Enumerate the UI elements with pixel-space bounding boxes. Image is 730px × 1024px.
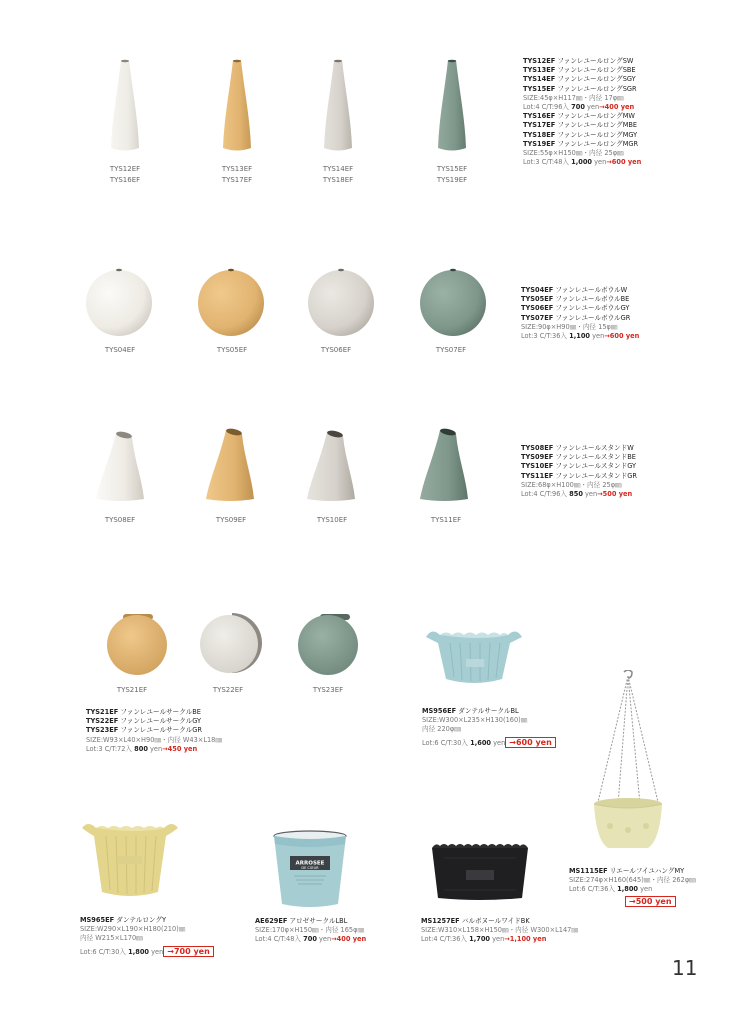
product-line: TYS09EF ファンレユールスタンドBE xyxy=(521,453,636,462)
product-line: TYS16EF ファンレユールロングMW xyxy=(523,112,635,121)
lot-price-line: Lot:4 C/T:36入 1,700 yen→1,100 yen xyxy=(421,935,547,944)
ms956-info xyxy=(422,707,556,748)
inner-size-text: 内径 W215×L170㎜ xyxy=(80,934,143,943)
size-text: SIZE:W93×L40×H90㎜・内径 W43×L18㎜ xyxy=(86,735,222,744)
planter-ms965-image xyxy=(80,820,180,900)
lot-price-line: Lot:3 C/T:72入 800 yen→450 yen xyxy=(86,744,198,753)
product-line: TYS05EF ファンレユールボウルBE xyxy=(521,295,630,304)
stand-tys08-image xyxy=(94,429,146,503)
circle-tys22-image xyxy=(198,610,266,676)
caption-tys23: TYS23EF xyxy=(312,686,344,694)
stand-tys09-image xyxy=(204,426,256,503)
product-line: TYS06EF ファンレユールボウルGY xyxy=(521,304,630,313)
bowl-ms956-image xyxy=(424,625,524,687)
lot-price-line: Lot:6 C/T:36入 1,800 yen xyxy=(569,885,653,894)
ae629-info xyxy=(255,917,366,945)
size-text: SIZE:90φ×H90㎜・内径 15φ㎜ xyxy=(521,322,618,331)
bowl-tys06-image xyxy=(306,265,376,337)
sale-price: →400 yen xyxy=(599,103,635,112)
product-line: MS956EF ダンテルサークルBL xyxy=(422,707,519,715)
lot-price-line: Lot:6 C/T:30入 1,600 yen →600 yen xyxy=(422,738,556,748)
caption-tys13: TYS13EF TYS17EF xyxy=(221,165,253,184)
vase-tys14-image xyxy=(321,58,355,154)
product-line: TYS22EF ファンレユールサークルGY xyxy=(86,717,202,726)
ms1257-info xyxy=(421,917,578,945)
size-text: SIZE:45φ×H117㎜・内径 17φ㎜ xyxy=(523,93,624,102)
size-text: SIZE:W300×L235×H130(160)㎜ xyxy=(422,716,528,725)
product-line: AE629EF アロゼサークルLBL xyxy=(255,917,348,925)
vase-tys13-image xyxy=(220,58,254,154)
caption-tys05: TYS05EF xyxy=(216,346,248,354)
lot-price-line: Lot:4 C/T:48入 700 yen→400 yen xyxy=(255,935,367,944)
section1-info xyxy=(523,57,641,167)
sale-price: →450 yen xyxy=(162,744,198,753)
stand-tys11-image xyxy=(418,426,470,503)
caption-tys21: TYS21EF xyxy=(116,686,148,694)
product-line: TYS14EF ファンレユールロングSGY xyxy=(523,75,636,84)
inner-size-text: 内径 220φ㎜ xyxy=(422,725,461,734)
product-line: TYS21EF ファンレユールサークルBE xyxy=(86,708,201,716)
lot-price-line: Lot:4 C/T:96入 850 yen→500 yen xyxy=(521,490,633,499)
hanging-ms1115-image xyxy=(588,670,668,860)
sale-price: →1,100 yen xyxy=(504,935,547,944)
size-text: SIZE:68φ×H100㎜・内径 25φ㎜ xyxy=(521,480,622,489)
product-line: TYS13EF ファンレユールロングSBE xyxy=(523,66,636,75)
size-text: SIZE:55φ×H150㎜・内径 25φ㎜ xyxy=(523,149,624,158)
section3-info xyxy=(521,444,637,499)
product-line: TYS18EF ファンレユールロングMGY xyxy=(523,130,638,139)
lot-price-line: Lot:3 C/T:36入 1,100 yen→600 yen xyxy=(521,332,640,341)
circle-tys21-image xyxy=(103,612,171,676)
caption-tys12: TYS12EF TYS16EF xyxy=(109,165,141,184)
product-line: MS1257EF バルボヌールワイドBK xyxy=(421,917,530,925)
product-line: TYS08EF ファンレユールスタンドW xyxy=(521,444,634,452)
product-line: TYS11EF ファンレユールスタンドGR xyxy=(521,471,637,480)
size-text: SIZE:W310×L158×H150㎜・内径 W300×L147㎜ xyxy=(421,926,578,935)
pot-label-text: ARROSEE xyxy=(295,860,325,867)
caption-tys15: TYS15EF TYS19EF xyxy=(436,165,468,184)
page-number: 11 xyxy=(672,956,698,980)
planter-ms1257-image xyxy=(430,840,530,902)
sale-price: →500 yen xyxy=(625,896,676,907)
product-line: TYS23EF ファンレユールサークルGR xyxy=(86,726,202,735)
ms965-info xyxy=(80,916,214,957)
stand-tys10-image xyxy=(305,428,357,503)
caption-tys04: TYS04EF xyxy=(104,346,136,354)
caption-tys10: TYS10EF xyxy=(316,516,348,524)
vase-tys12-image xyxy=(108,58,142,154)
product-line: TYS07EF ファンレユールボウルGR xyxy=(521,313,631,322)
sale-price: →600 yen xyxy=(505,737,556,748)
caption-tys07: TYS07EF xyxy=(435,346,467,354)
product-line: MS1115EF リエールフイユハングMY xyxy=(569,867,685,875)
product-line: TYS17EF ファンレユールロングMBE xyxy=(523,121,638,130)
product-line: TYS15EF ファンレユールロングSGR xyxy=(523,84,637,93)
caption-tys11: TYS11EF xyxy=(430,516,462,524)
bowl-tys04-image xyxy=(84,265,154,337)
product-line: TYS19EF ファンレユールロングMGR xyxy=(523,139,639,148)
caption-tys08: TYS08EF xyxy=(104,516,136,524)
bowl-tys07-image xyxy=(418,265,488,337)
vase-tys15-image xyxy=(435,58,469,154)
circle-tys23-image xyxy=(294,612,362,676)
lot-price-line: Lot:3 C/T:48入 1,000 yen→600 yen xyxy=(523,158,642,167)
product-line: MS965EF ダンテルロングY xyxy=(80,916,166,924)
product-line: TYS12EF ファンレユールロングSW xyxy=(523,57,634,65)
product-line: TYS04EF ファンレユールボウルW xyxy=(521,286,628,294)
caption-tys06: TYS06EF xyxy=(320,346,352,354)
caption-tys22: TYS22EF xyxy=(212,686,244,694)
size-text: SIZE:W290×L190×H180(210)㎜ xyxy=(80,925,186,934)
sale-price: →700 yen xyxy=(163,946,214,957)
bowl-tys05-image xyxy=(196,265,266,337)
product-line: TYS10EF ファンレユールスタンドGY xyxy=(521,462,637,471)
caption-tys14: TYS14EF TYS18EF xyxy=(322,165,354,184)
sale-price: →600 yen xyxy=(606,158,642,167)
section2-info xyxy=(521,286,639,341)
sale-price: →600 yen xyxy=(604,332,640,341)
lot-price-line: Lot:4 C/T:96入 700 yen→400 yen xyxy=(523,103,635,112)
caption-tys09: TYS09EF xyxy=(215,516,247,524)
size-text: SIZE:274φ×H160(645)㎜・内径 262φ㎜ xyxy=(569,876,696,885)
pot-label-sub: DE CŒUR xyxy=(301,866,319,870)
lot-price-line: Lot:6 C/T:30入 1,800 yen →700 yen xyxy=(80,947,214,957)
size-text: SIZE:170φ×H150㎜・内径 165φ㎜ xyxy=(255,926,365,935)
pot-ae629-image xyxy=(270,830,350,910)
sale-price: →500 yen xyxy=(597,490,633,499)
sale-price: →400 yen xyxy=(331,935,367,944)
ms1115-info xyxy=(569,867,696,907)
section4-info xyxy=(86,708,222,754)
